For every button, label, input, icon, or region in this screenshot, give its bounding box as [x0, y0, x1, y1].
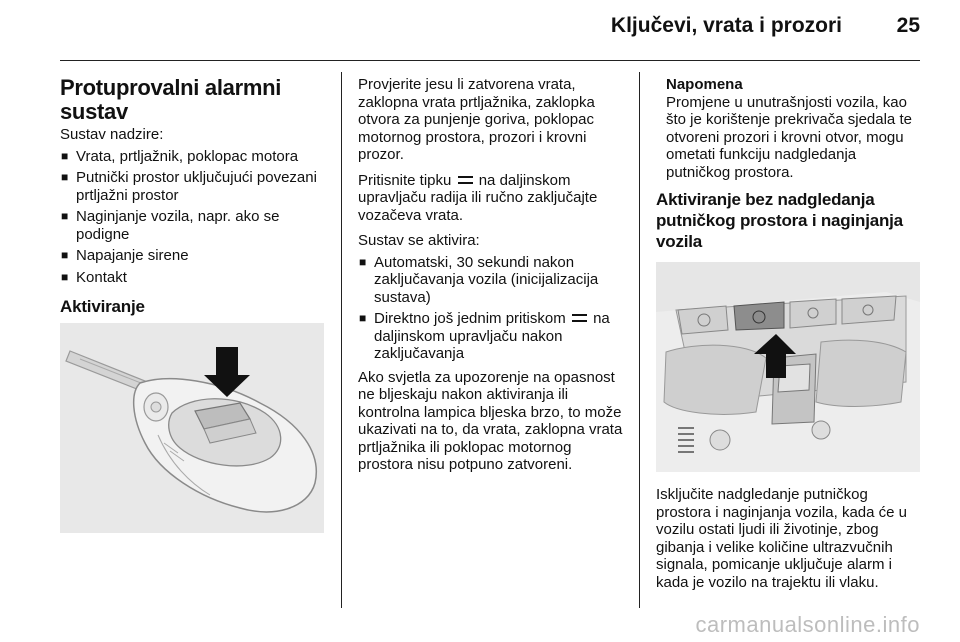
column-1: [60, 76, 328, 533]
list-item: ■ Kontakt: [60, 269, 328, 287]
list-item: ■ Automatski, 30 sekundi nakon zaključavanja vozila (inicijalizacija sustava): [358, 254, 630, 307]
lock-key-icon: [572, 314, 587, 322]
list-item-text: Direktno još jednim pritiskom: [374, 310, 566, 327]
intro-text: Sustav nadzire:: [60, 126, 164, 143]
header-rule: [60, 60, 920, 61]
overhead-console-illustration: [656, 262, 920, 472]
header-title: Ključevi, vrata i prozori: [610, 14, 842, 37]
subheading-activation: Aktiviranje: [60, 297, 145, 316]
list-item: ■ Naginjanje vozila, napr. ako se podigne: [60, 208, 328, 243]
activation-list: [358, 254, 630, 363]
paragraph: [358, 172, 630, 225]
page-number: 25: [896, 14, 920, 37]
note-box: [656, 76, 924, 181]
paragraph: Provjerite jesu li zatvorena vrata, zaklopna vrata prtljažnika, zaklopka otvora za punjenje goriva, poklopac motornog prostora, prozori i krovni prozor.: [358, 76, 595, 163]
paragraph: Sustav se aktivira:: [358, 232, 480, 249]
section-heading: Aktiviranje bez nadgledanja putničkog prostora i naginjanja vozila: [656, 190, 903, 251]
watermark-text: carmanualsonline.info: [695, 612, 920, 637]
paragraph: Ako svjetla za upozorenje na opasnost ne bljeskaju nakon aktiviranja ili kontrolna lampica bljeska brzo, to može ukazivati na to, da vrata, zaklopna vrata prtljažnika ili poklopac motornog prostora nisu potpuno zatvoreni.: [358, 368, 623, 473]
paragraph-text: Pritisnite tipku: [358, 171, 452, 189]
list-item: ■ Putnički prostor uključujući povezani prtljažni prostor: [60, 169, 328, 204]
key-fob-illustration: [60, 323, 324, 533]
note-title: Napomena: [666, 76, 743, 93]
section-heading: Protuprovalni alarmni sustav: [60, 75, 282, 124]
paragraph: Isključite nadgledanje putničkog prostora i naginjanja vozila, kada će u vozilu ostati ljudi ili životinje, zbog gibanja i velike količine ultrazvučnih signala, pomicanje uključuje alarm i kada je vozilo na trajektu ili vlaku.: [656, 486, 907, 591]
list-item: ■ Napajanje sirene: [60, 247, 328, 265]
column-divider-1: [341, 72, 342, 608]
list-item-text: na daljinskom upravljaču nakon zaključavanja: [374, 310, 610, 362]
column-divider-2: [639, 72, 640, 608]
column-3: [656, 76, 924, 599]
list-item: ■ Vrata, prtljažnik, poklopac motora: [60, 148, 328, 166]
paragraph-text: na daljinskom upravljaču radija ili ručno zaključajte vozačeva vrata.: [358, 171, 598, 224]
monitored-list: [60, 148, 328, 287]
note-body: Promjene u unutrašnjosti vozila, kao što je korištenje prekrivača sjedala te otvoreni prozori i krovni otvor, mogu ometati funkciju nadgledanja putničkog prostora.: [666, 93, 912, 181]
column-2: [358, 76, 630, 482]
lock-key-icon: [458, 176, 473, 184]
list-item: [358, 310, 630, 363]
